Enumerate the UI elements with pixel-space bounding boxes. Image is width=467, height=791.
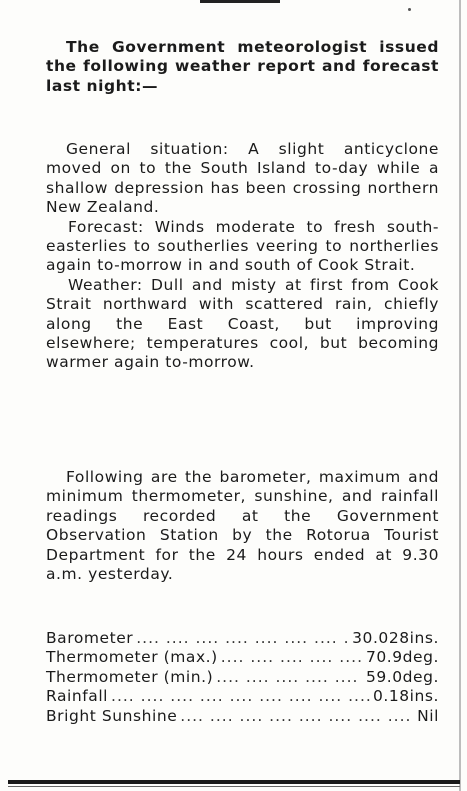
forecast-text: Winds moderate to fresh south-easterlies to southerlies veering to northerlies again to-morrow in and south of Cook Strait.: [46, 217, 439, 275]
weather-paragraph: [46, 276, 439, 373]
readings-intro-text: Following are the barometer, maximum and minimum thermometer, sunshine, and rainfall readings recorded at the Government Observation Station by the Rotorua Tourist Department for the 24 hours ended at 9.30 a.m. yesterday.: [46, 468, 439, 584]
reading-value: 70.9deg.: [365, 648, 439, 667]
reading-value: 0.18ins.: [372, 687, 439, 706]
forecast-label: Forecast:: [68, 217, 144, 236]
forecast-paragraph: [46, 218, 439, 276]
bottom-column-rule: [8, 780, 460, 784]
bottom-thin-rule: [8, 786, 460, 787]
print-speck: [408, 8, 411, 11]
readings-intro-paragraph: [46, 468, 439, 584]
leader-dots: [111, 687, 370, 706]
reading-value: 30.028ins.: [352, 629, 439, 647]
reading-value: Nil: [417, 706, 439, 725]
weather-text: Dull and misty at first from Cook Strait northward with scattered rain, chiefly along the East Coast, but improving elsewhere; temperatures cool, but becoming warmer again to-morrow.: [46, 275, 439, 372]
intro-paragraph: [46, 38, 439, 96]
leader-dots: [216, 668, 363, 687]
readings-table: [46, 629, 439, 726]
reading-row-barometer: [46, 629, 439, 648]
reading-label: Thermometer (min.): [46, 667, 214, 686]
reading-value: 59.0deg.: [365, 667, 439, 686]
leader-dots: [136, 629, 349, 648]
reading-label: Barometer: [46, 629, 134, 647]
situation-text: A slight anticyclone moved on to the South Island to-day while a shallow depression has been crossing northern New Zealand.: [46, 140, 439, 217]
leader-dots: [221, 648, 363, 667]
leader-dots: [180, 707, 414, 726]
right-column-rule: [459, 0, 461, 791]
top-column-rule: [200, 0, 280, 3]
weather-report: [46, 140, 439, 373]
situation-paragraph: [46, 140, 439, 218]
reading-label: Bright Sunshine: [46, 706, 178, 725]
reading-label: Rainfall: [46, 687, 109, 706]
situation-label: General situation:: [66, 140, 229, 158]
reading-row-thermometer-max: [46, 648, 439, 667]
reading-row-rainfall: [46, 687, 439, 706]
reading-row-thermometer-min: [46, 668, 439, 687]
weather-label: Weather:: [68, 275, 143, 294]
reading-row-sunshine: [46, 707, 439, 726]
intro-text: The Government meteorologist issued the following weather report and forecast last night:—: [46, 38, 439, 95]
reading-label: Thermometer (max.): [46, 648, 218, 667]
